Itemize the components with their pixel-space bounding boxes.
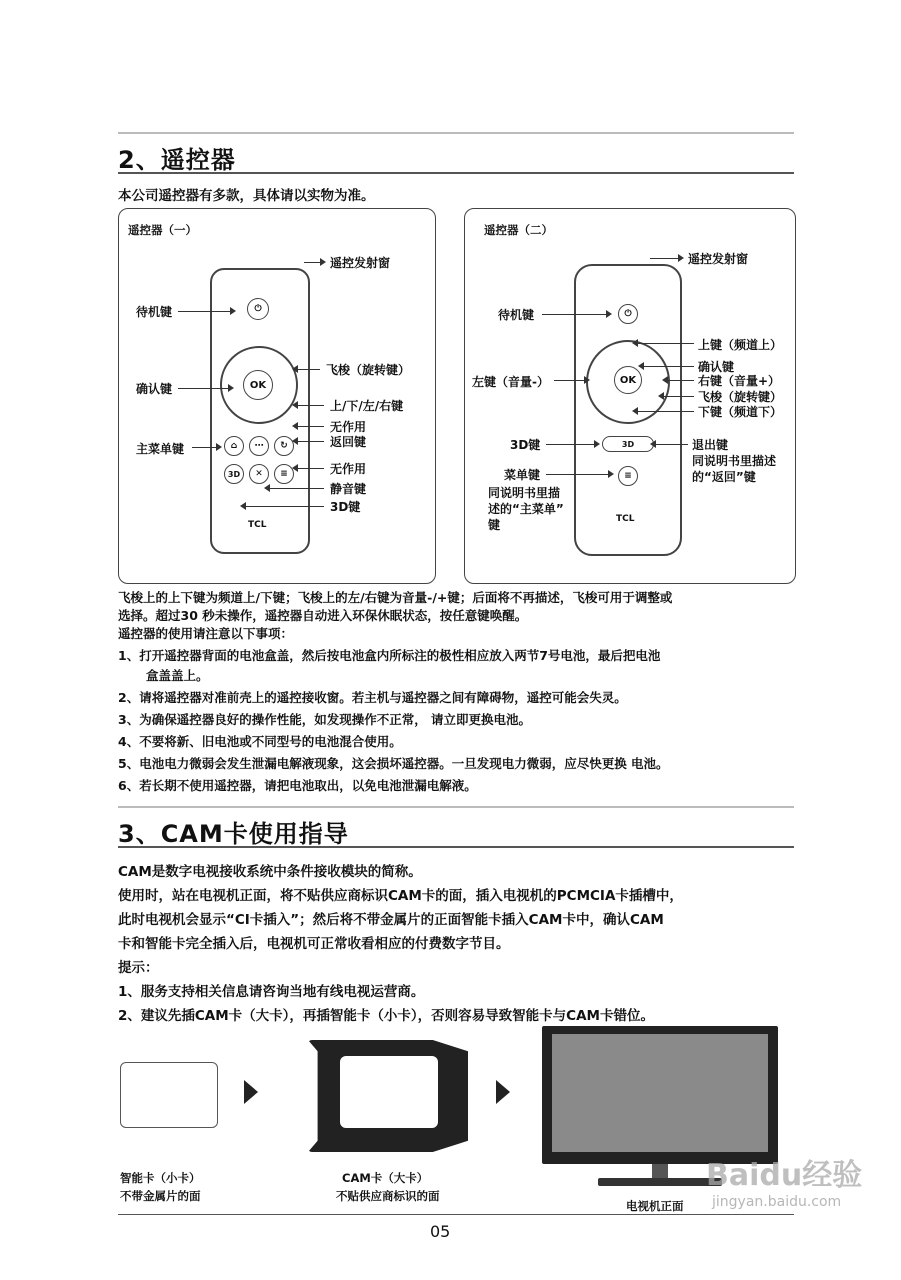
menu-icon: ≡ bbox=[274, 464, 294, 484]
r1-label-dpad: 上/下/左/右键 bbox=[330, 399, 404, 413]
r2-label-menu-desc1: 同说明书里描 bbox=[488, 486, 561, 500]
para-line-2: 选择。超过30 秒未操作，遥控器自动进入环保休眠状态，按任意键唤醒。 bbox=[118, 608, 528, 623]
para-line-1: 飞梭上的上下键为频道上/下键；飞梭上的左/右键为音量-/+键；后面将不再描述，飞梭可用于调整或 bbox=[118, 590, 673, 605]
r1-label-flywheel: 飞梭（旋转键） bbox=[326, 363, 411, 377]
watermark-url: jingyan.baidu.com bbox=[712, 1194, 842, 1210]
r2-label-right: 右键（音量+） bbox=[698, 374, 781, 388]
home-icon: ⌂ bbox=[224, 436, 244, 456]
s3-line-2: 使用时，站在电视机正面，将不贴供应商标识CAM卡的面，插入电视机的PCMCIA卡插槽中， bbox=[118, 888, 683, 904]
r1-label-3d: 3D键 bbox=[330, 500, 361, 514]
remote2-title: 遥控器（二） bbox=[484, 223, 553, 237]
cam-card-caption-2: 不贴供应商标识的面 bbox=[336, 1189, 440, 1203]
s3-line-4: 卡和智能卡完全插入后，电视机可正常收看相应的付费数字节目。 bbox=[118, 936, 510, 952]
s3-line-3: 此时电视机会显示“CI卡插入”；然后将不带金属片的正面智能卡插入CAM卡中，确认CAM bbox=[118, 912, 664, 928]
arrow-right-icon bbox=[244, 1080, 258, 1104]
smart-card-caption-2: 不带金属片的面 bbox=[120, 1189, 201, 1203]
note-1b: 盒盖盖上。 bbox=[146, 668, 209, 683]
tv-screen bbox=[552, 1034, 768, 1152]
r1-label-none1: 无作用 bbox=[330, 420, 367, 434]
s3-line-6: 1、服务支持相关信息请咨询当地有线电视运营商。 bbox=[118, 984, 425, 1000]
r1-label-home: 主菜单键 bbox=[136, 442, 185, 456]
r1-label-return: 返回键 bbox=[330, 435, 367, 449]
r2-label-left: 左键（音量-） bbox=[472, 375, 549, 389]
remote2-brand: TCL bbox=[616, 514, 635, 524]
note-1a: 1、打开遥控器背面的电池盒盖，然后按电池盒内所标注的极性相应放入两节7号电池，最后把电池 bbox=[118, 648, 661, 663]
r2-label-3d: 3D键 bbox=[510, 438, 541, 452]
r2-label-ok: 确认键 bbox=[698, 360, 735, 374]
more-icon: ⋯ bbox=[249, 436, 269, 456]
note-6: 6、若长期不使用遥控器，请把电池取出，以免电池泄漏电解液。 bbox=[118, 778, 477, 793]
r1-label-power: 待机键 bbox=[136, 305, 173, 319]
mute-icon: ✕ bbox=[249, 464, 269, 484]
tv-stand-neck bbox=[652, 1164, 668, 1178]
arrow-right-icon bbox=[496, 1080, 510, 1104]
remote1-brand: TCL bbox=[248, 520, 267, 530]
note-3: 3、为确保遥控器良好的操作性能，如发现操作不正常， 请立即更换电池。 bbox=[118, 712, 532, 727]
s3-line-1: CAM是数字电视接收系统中条件接收模块的简称。 bbox=[118, 864, 422, 880]
section3-title: 3、CAM卡使用指导 bbox=[118, 820, 349, 848]
r2-label-flywheel: 飞梭（旋转键） bbox=[698, 390, 783, 404]
menu-icon: ≡ bbox=[618, 466, 638, 486]
r1-label-ok: 确认键 bbox=[136, 382, 173, 396]
remote1-title: 遥控器（一） bbox=[128, 223, 197, 237]
r2-label-power: 待机键 bbox=[498, 308, 535, 322]
ok-button: OK bbox=[243, 370, 273, 400]
power-icon: ⏻ bbox=[247, 298, 269, 320]
r1-label-ir: 遥控发射窗 bbox=[330, 256, 391, 270]
s3-line-7: 2、建议先插CAM卡（大卡），再插智能卡（小卡），否则容易导致智能卡与CAM卡错位。 bbox=[118, 1008, 654, 1024]
para-line-3: 遥控器的使用请注意以下事项： bbox=[118, 626, 294, 641]
smart-card-caption-1: 智能卡（小卡） bbox=[120, 1171, 201, 1185]
cam-card-caption-1: CAM卡（大卡） bbox=[342, 1171, 429, 1185]
r2-label-down: 下键（频道下） bbox=[698, 405, 783, 419]
s3-line-5: 提示： bbox=[118, 960, 159, 976]
3d-button: 3D bbox=[224, 464, 244, 484]
note-2: 2、请将遥控器对准前壳上的遥控接收窗。若主机与遥控器之间有障碍物，遥控可能会失灵。 bbox=[118, 690, 627, 705]
power-icon: ⏻ bbox=[618, 304, 638, 324]
cam-card-window bbox=[340, 1056, 438, 1128]
3d-exit-button: 3D bbox=[602, 436, 654, 452]
watermark-brand: Baidu经验 bbox=[706, 1158, 863, 1193]
page-number: 05 bbox=[430, 1222, 451, 1241]
return-icon: ↻ bbox=[274, 436, 294, 456]
tv-caption: 电视机正面 bbox=[626, 1199, 684, 1213]
r1-label-none2: 无作用 bbox=[330, 462, 367, 476]
r2-label-exit-desc1: 同说明书里描述 bbox=[692, 454, 777, 468]
tv-stand-base bbox=[598, 1178, 722, 1186]
smart-card-illustration bbox=[120, 1062, 218, 1128]
note-4: 4、不要将新、旧电池或不同型号的电池混合使用。 bbox=[118, 734, 402, 749]
r2-label-up: 上键（频道上） bbox=[698, 338, 783, 352]
ok-button: OK bbox=[614, 366, 642, 394]
r2-label-menu: 菜单键 bbox=[504, 468, 541, 482]
note-5: 5、电池电力微弱会发生泄漏电解液现象，这会损坏遥控器。一旦发现电力微弱，应尽快更换 电池。 bbox=[118, 756, 669, 771]
r2-label-ir: 遥控发射窗 bbox=[688, 252, 749, 266]
r1-label-mute: 静音键 bbox=[330, 482, 367, 496]
r2-label-menu-desc2: 述的“主菜单” bbox=[488, 502, 564, 516]
r2-label-exit-desc2: 的“返回”键 bbox=[692, 470, 756, 484]
r2-label-menu-desc3: 键 bbox=[488, 518, 501, 532]
section2-title: 2、遥控器 bbox=[118, 146, 236, 174]
r2-label-exit: 退出键 bbox=[692, 438, 729, 452]
section2-intro: 本公司遥控器有多款，具体请以实物为准。 bbox=[118, 188, 375, 204]
